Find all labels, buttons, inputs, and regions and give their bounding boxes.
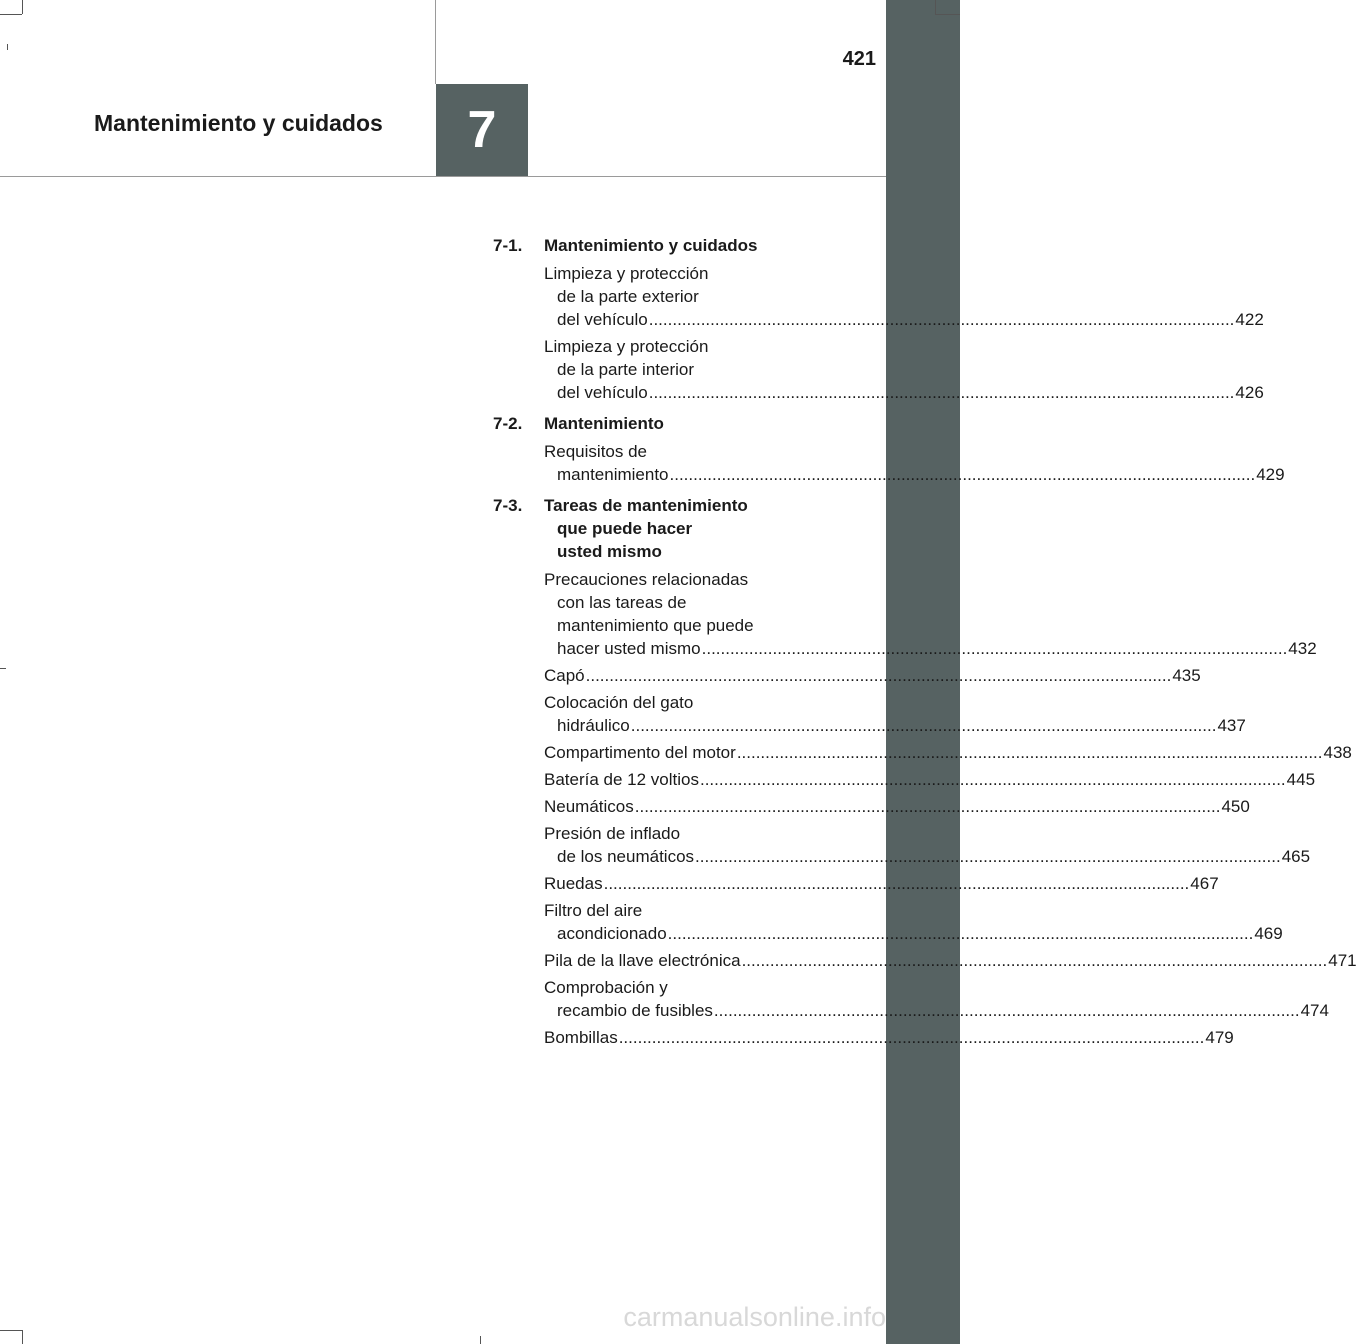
dot-leader [668, 924, 1254, 943]
toc-entry-text: Presión de inflado [544, 824, 681, 843]
dot-leader [737, 743, 1323, 762]
toc-entry-line [544, 899, 828, 922]
toc-entry-line [544, 768, 1316, 791]
toc-entry[interactable] [544, 768, 1316, 791]
dot-leader [631, 716, 1217, 735]
toc-entry[interactable] [544, 335, 1264, 404]
toc-section-title [544, 412, 828, 435]
toc-entry-text: Limpieza y protección [544, 337, 709, 356]
toc-section-title-line: que puede hacer [557, 519, 693, 538]
toc-entry-text: Precauciones relacionadas [544, 570, 749, 589]
toc-entry-line [544, 741, 1352, 764]
toc-entry-line [544, 664, 1201, 687]
toc-entry-page: 429 [1256, 465, 1285, 484]
toc-entry-page: 437 [1217, 716, 1246, 735]
toc-section-number: 7-2. [493, 414, 523, 433]
toc-entry-text: Limpieza y protección [544, 264, 709, 283]
toc-entry-line [544, 637, 1317, 660]
toc-entry-line [544, 614, 828, 637]
toc-entry-line [544, 285, 828, 308]
crop-mark [7, 44, 8, 50]
header-divider-vertical [435, 0, 436, 84]
toc-entry-text: del vehículo [557, 383, 648, 402]
toc-entry[interactable] [544, 568, 1317, 660]
dot-leader [742, 951, 1328, 970]
toc-entry-text: Filtro del aire [544, 901, 643, 920]
toc-section [493, 494, 1357, 1049]
toc-entry-page: 474 [1300, 1001, 1329, 1020]
toc-entry-text: con las tareas de [557, 593, 687, 612]
toc-entry-text: Bombillas [544, 1028, 618, 1047]
toc-entry-page: 450 [1221, 797, 1250, 816]
toc-section [493, 234, 1264, 404]
toc-entry[interactable] [544, 899, 1283, 945]
toc-section [493, 412, 1285, 486]
toc-entry-line [544, 308, 1264, 331]
toc-entry-page: 426 [1235, 383, 1264, 402]
crop-mark [0, 14, 22, 15]
toc-entry-page: 469 [1254, 924, 1283, 943]
toc-section-title-line: Mantenimiento [544, 414, 664, 433]
toc-entry-page: 465 [1281, 847, 1311, 866]
toc-entry-text: mantenimiento [557, 465, 669, 484]
chapter-number: 7 [436, 84, 528, 176]
toc-section-number: 7-1. [493, 236, 523, 255]
dot-leader [586, 666, 1172, 685]
toc-section-title-line: Tareas de mantenimiento [544, 496, 748, 515]
toc-entry-text: Capó [544, 666, 585, 685]
table-of-contents [493, 234, 1357, 1057]
toc-entry-text: Ruedas [544, 874, 603, 893]
toc-entry-line [544, 714, 1246, 737]
crop-mark [0, 1330, 22, 1331]
dot-leader [604, 874, 1190, 893]
dot-leader [695, 847, 1281, 866]
dot-leader [635, 797, 1221, 816]
toc-entry-text: Batería de 12 voltios [544, 770, 699, 789]
dot-leader [649, 383, 1235, 402]
toc-entry-line [544, 949, 1357, 972]
toc-entry[interactable] [544, 664, 1201, 687]
header-divider-horizontal [0, 176, 886, 177]
crop-mark [0, 668, 6, 669]
toc-entry-line [544, 591, 828, 614]
toc-entry-line [544, 1026, 1234, 1049]
toc-entry-line [544, 335, 828, 358]
toc-entry-line [544, 568, 828, 591]
toc-entry-page: 422 [1235, 310, 1264, 329]
toc-entry[interactable] [544, 976, 1329, 1022]
crop-mark [935, 14, 960, 15]
toc-entry-line [544, 262, 828, 285]
toc-entry[interactable] [544, 795, 1250, 818]
toc-entry-line [544, 922, 1283, 945]
toc-entry-text: de la parte exterior [557, 287, 699, 306]
crop-mark [22, 1330, 23, 1344]
toc-entry-line [544, 999, 1329, 1022]
dot-leader [714, 1001, 1300, 1020]
toc-entry-text: recambio de fusibles [557, 1001, 713, 1020]
toc-entry[interactable] [544, 741, 1352, 764]
toc-entry-text: Colocación del gato [544, 693, 694, 712]
toc-entry-page: 445 [1286, 770, 1316, 789]
toc-entry[interactable] [544, 822, 1311, 868]
toc-entry-line [544, 440, 828, 463]
toc-entry-text: del vehículo [557, 310, 648, 329]
toc-entry-text: Requisitos de [544, 442, 648, 461]
toc-entry-line [544, 381, 1264, 404]
toc-entry-line [544, 845, 1311, 868]
toc-entry-line [544, 358, 828, 381]
page-number: 421 [842, 48, 876, 70]
dot-leader [700, 770, 1286, 789]
toc-section-title-line: usted mismo [557, 542, 662, 561]
toc-entry-text: Neumáticos [544, 797, 634, 816]
crop-mark [935, 0, 936, 14]
toc-entry-page: 471 [1328, 951, 1357, 970]
toc-entry-text: Comprobación y [544, 978, 668, 997]
toc-section-number: 7-3. [493, 496, 523, 515]
toc-entry[interactable] [544, 440, 1285, 486]
toc-entry[interactable] [544, 1026, 1234, 1049]
toc-entry-line [544, 822, 828, 845]
dot-leader [702, 639, 1288, 658]
toc-entry-text: hidráulico [557, 716, 630, 735]
toc-entry-line [544, 795, 1250, 818]
toc-entry-text: de los neumáticos [557, 847, 695, 866]
toc-entry-page: 435 [1172, 666, 1201, 685]
toc-entry-page: 438 [1323, 743, 1352, 762]
dot-leader [670, 465, 1256, 484]
toc-entry-text: de la parte interior [557, 360, 695, 379]
toc-entry-text: acondicionado [557, 924, 667, 943]
toc-entry[interactable] [544, 949, 1357, 972]
toc-section-title-line: Mantenimiento y cuidados [544, 236, 758, 255]
chapter-title: Mantenimiento y cuidados [94, 110, 383, 136]
toc-section-heading [493, 412, 828, 435]
crop-mark [22, 0, 23, 14]
toc-entry-page: 467 [1190, 874, 1219, 893]
toc-entry[interactable] [544, 691, 1246, 737]
toc-section-title [544, 234, 828, 257]
toc-entry-text: Pila de la llave electrónica [544, 951, 741, 970]
watermark: carmanualsonline.info [623, 1302, 886, 1332]
toc-entry-text: Compartimento del motor [544, 743, 736, 762]
toc-section-heading [493, 494, 828, 563]
toc-entry-page: 479 [1205, 1028, 1234, 1047]
toc-entry-text: mantenimiento que puede [557, 616, 754, 635]
toc-entry[interactable] [544, 872, 1219, 895]
toc-entry-text: hacer usted mismo [557, 639, 701, 658]
dot-leader [649, 310, 1235, 329]
dot-leader [619, 1028, 1205, 1047]
toc-entry-line [544, 976, 828, 999]
toc-entry[interactable] [544, 262, 1264, 331]
toc-entry-page: 432 [1288, 639, 1317, 658]
crop-mark [480, 1336, 481, 1344]
toc-entry-line [544, 463, 1285, 486]
toc-section-title [544, 494, 828, 563]
toc-section-heading [493, 234, 828, 257]
toc-entry-line [544, 691, 828, 714]
toc-entry-line [544, 872, 1219, 895]
